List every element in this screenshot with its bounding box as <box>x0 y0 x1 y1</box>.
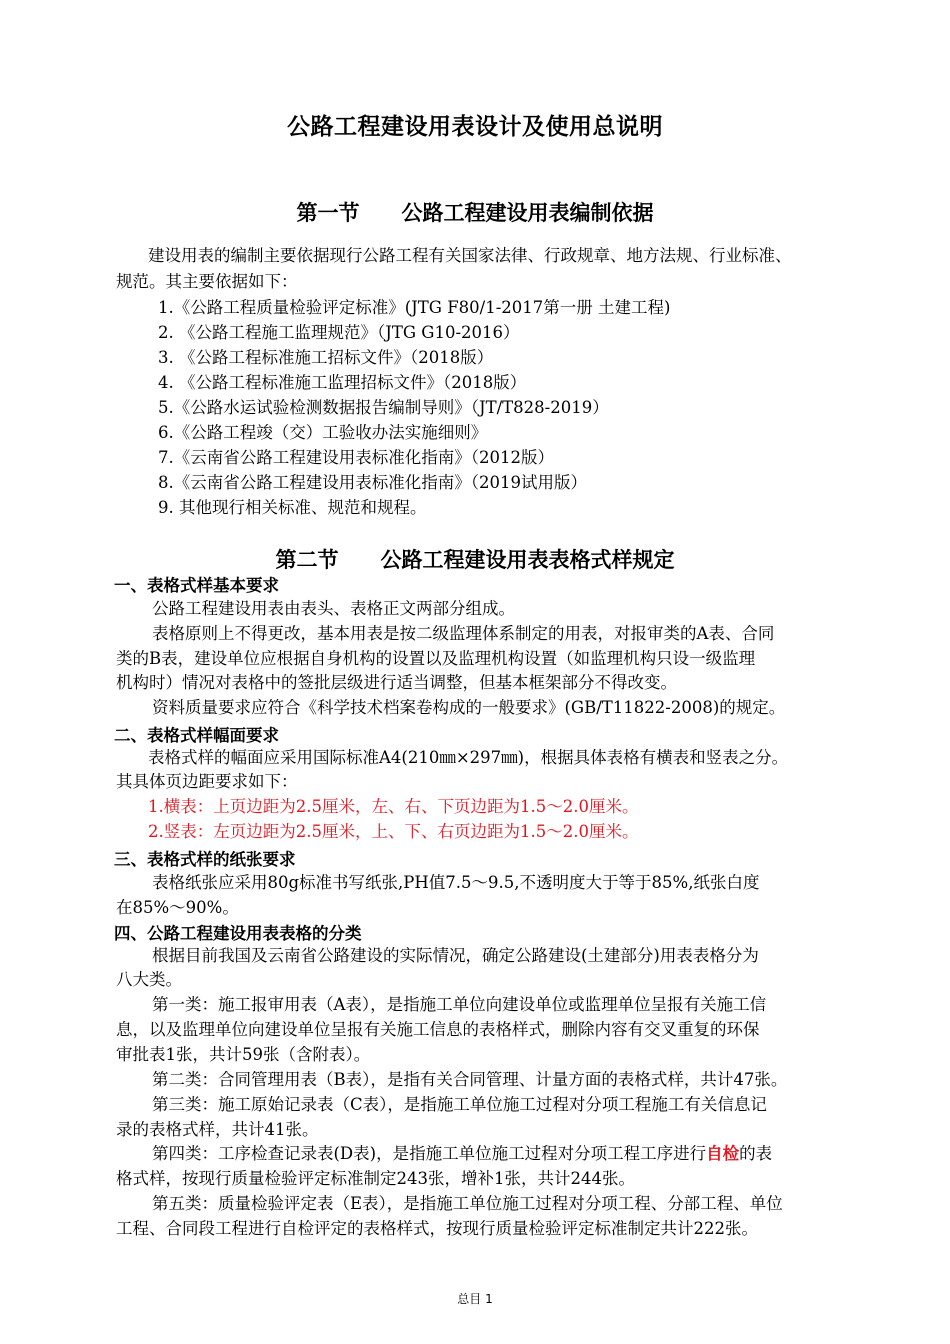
part3-line: 表格纸张应采用80g标准书写纸张,PH值7.5～9.5,不透明度大于等于85%,纸张白度 <box>152 873 760 892</box>
part1-line: 公路工程建设用表由表头、表格正文两部分组成。 <box>152 599 515 618</box>
category-line: 审批表1张，共计59张（含附表）。 <box>116 1045 371 1064</box>
reference-item-2: 2. 《公路工程施工监理规范》（JTG G10-2016） <box>158 323 520 342</box>
part3-heading: 三、表格式样的纸张要求 <box>114 850 296 869</box>
section1-intro-line2: 规范。其主要依据如下： <box>116 272 298 291</box>
part4-line: 八大类。 <box>116 970 182 989</box>
page-footer: 总目 1 <box>457 1292 493 1306</box>
category-line: 第五类：质量检验评定表（E表），是指施工单位施工过程对分项工程、分部工程、单位 <box>152 1194 783 1213</box>
reference-item-3: 3. 《公路工程标准施工招标文件》（2018版） <box>158 348 494 367</box>
part3-line: 在85%～90%。 <box>116 898 239 917</box>
category4-text-pre: 第四类：工序检查记录表(D表)，是指施工单位施工过程对分项工程工序进行 <box>152 1144 707 1163</box>
part1-line: 表格原则上不得更改，基本用表是按二级监理体系制定的用表，对报审类的A表、合同 <box>152 624 775 643</box>
part1-line: 类的B表，建设单位应根据自身机构的设置以及监理机构设置（如监理机构只设一级监理 <box>116 649 756 668</box>
reference-item-1: 1.《公路工程质量检验评定标准》(JTG F80/1-2017第一册 土建工程) <box>158 298 671 317</box>
reference-item-9: 9. 其他现行相关标准、规范和规程。 <box>158 498 427 517</box>
document-title: 公路工程建设用表设计及使用总说明 <box>287 114 663 140</box>
reference-item-6: 6.《公路工程竣（交）工验收办法实施细则》 <box>158 423 488 442</box>
category4-line <box>152 1142 772 1166</box>
section1-heading: 第一节 公路工程建设用表编制依据 <box>296 201 654 225</box>
part1-line: 机构时）情况对表格中的签批层级进行适当调整，但基本框架部分不得改变。 <box>116 673 677 692</box>
category-line: 息，以及监理单位向建设单位呈报有关施工信息的表格样式，删除内容有交叉重复的环保 <box>116 1020 760 1039</box>
section2-heading: 第二节 公路工程建设用表表格式样规定 <box>275 548 675 572</box>
part1-heading: 一、表格式样基本要求 <box>114 576 279 595</box>
part4-line: 根据目前我国及云南省公路建设的实际情况，确定公路建设(土建部分)用表表格分为 <box>152 946 759 965</box>
category-line: 第一类：施工报审用表（A表），是指施工单位向建设单位或监理单位呈报有关施工信 <box>152 995 767 1014</box>
reference-item-4: 4. 《公路工程标准施工监理招标文件》（2018版） <box>158 373 527 392</box>
category4-text-post: 的表 <box>739 1144 773 1163</box>
self-check-highlight: 自检 <box>706 1144 740 1163</box>
margin-rule-landscape: 1.横表：上页边距为2.5厘米，左、右、下页边距为1.5～2.0厘米。 <box>148 797 639 816</box>
section1-intro-line1: 建设用表的编制主要依据现行公路工程有关国家法律、行政规章、地方法规、行业标准、 <box>148 246 792 265</box>
part1-line: 资料质量要求应符合《科学技术档案卷构成的一般要求》(GB/T11822-2008)的规定。 <box>152 698 786 717</box>
category-line: 第二类：合同管理用表（B表），是指有关合同管理、计量方面的表格式样，共计47张。 <box>152 1070 788 1089</box>
category-line: 录的表格式样，共计41张。 <box>116 1120 319 1139</box>
part4-heading: 四、公路工程建设用表表格的分类 <box>114 924 362 943</box>
category-line: 第三类：施工原始记录表（C表），是指施工单位施工过程对分项工程施工有关信息记 <box>152 1095 767 1114</box>
part2-line: 表格式样的幅面应采用国际标准A4(210㎜×297㎜)，根据具体表格有横表和竖表之分。 <box>148 748 789 767</box>
reference-item-8: 8.《云南省公路工程建设用表标准化指南》（2019试用版） <box>158 473 587 492</box>
category-line: 工程、合同段工程进行自检评定的表格样式，按现行质量检验评定标准制定共计222张。 <box>116 1219 758 1238</box>
reference-item-5: 5.《公路水运试验检测数据报告编制导则》（JT/T828-2019） <box>158 398 609 417</box>
part2-line: 其具体页边距要求如下： <box>116 772 298 791</box>
category-line: 格式样，按现行质量检验评定标准制定243张，增补1张，共计244张。 <box>116 1169 635 1188</box>
part2-heading: 二、表格式样幅面要求 <box>114 726 279 745</box>
reference-item-7: 7.《云南省公路工程建设用表标准化指南》（2012版） <box>158 448 554 467</box>
margin-rule-portrait: 2.竖表：左页边距为2.5厘米，上、下、右页边距为1.5～2.0厘米。 <box>148 822 639 841</box>
